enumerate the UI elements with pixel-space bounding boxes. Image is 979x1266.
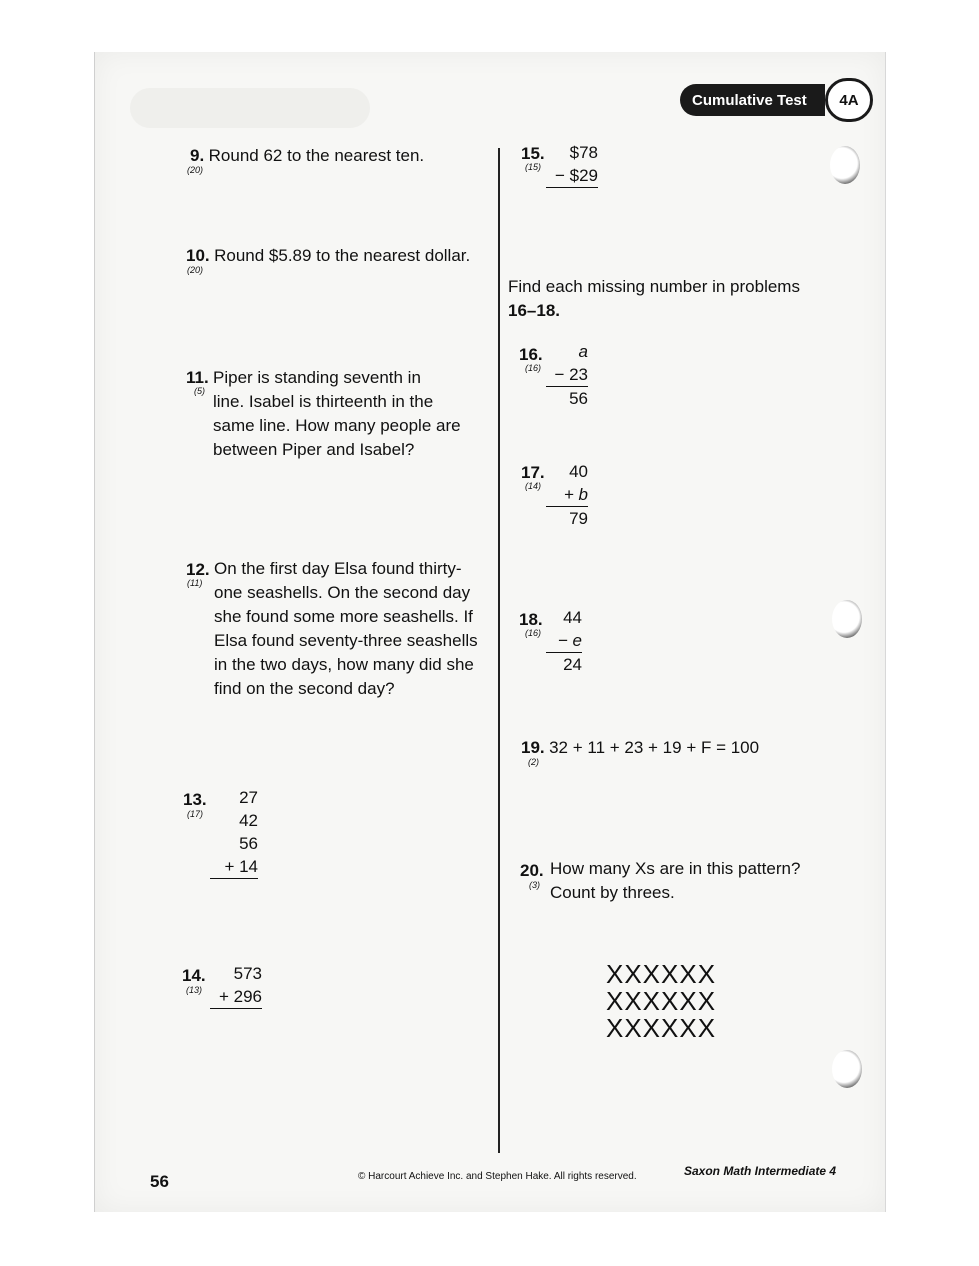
question-number: 10. [186,246,210,265]
text-line: How many Xs are in this pattern? [550,859,801,878]
question-ref: (5) [194,386,205,396]
question-number: 9. [190,146,205,165]
text-line: one seashells. On the second day [214,583,471,602]
question-number: 15. [521,144,545,163]
question-ref: (16) [525,628,542,638]
pattern-row: XXXXXX [606,986,717,1016]
text-line: find on the second day? [214,679,395,698]
question-ref: (14) [525,481,542,491]
difference: 24 [563,655,582,674]
question-ref: (20) [187,265,204,275]
question-ref: (15) [525,162,542,172]
worksheet-page [94,52,886,1212]
addend: 573 [233,964,262,983]
question-20-text [550,857,800,905]
addition-problem-14 [210,962,262,1009]
question-number: 20. [520,861,544,880]
question-number: 17. [521,463,545,482]
unknown: a [578,342,588,361]
addend: 27 [239,788,258,807]
addend: 56 [239,834,258,853]
book-title: Saxon Math Intermediate 4 [684,1164,837,1178]
column-divider [498,148,500,1153]
question-ref: (13) [186,985,203,995]
text-line: between Piper and Isabel? [213,440,415,459]
question-number: 16. [519,345,543,364]
text-line: same line. How many people are [213,416,461,435]
instruction-range: 16–18. [508,301,560,320]
question-9 [190,144,424,168]
question-19 [521,736,759,760]
question-text: Round $5.89 to the nearest dollar. [214,246,471,265]
question-ref: (11) [187,578,203,588]
missing-number-problem-16 [546,340,588,410]
unknown: − e [546,629,582,653]
addend: + 14 [210,855,258,879]
binder-hole-icon [830,146,860,184]
minuend: 44 [563,608,582,627]
question-11-text [213,366,461,462]
text-line: On the first day Elsa found thirty- [214,559,462,578]
missing-number-problem-18 [546,606,582,676]
question-number: 12. [186,560,210,579]
difference: 56 [569,389,588,408]
instruction [508,275,800,323]
pattern-row: XXXXXX [606,1013,717,1043]
copyright: © Harcourt Achieve Inc. and Stephen Hake. All rights reserved. [358,1171,637,1182]
question-number: 14. [182,966,206,985]
page-number: 56 [150,1172,169,1191]
subtrahend: − 23 [546,363,588,387]
question-number: 13. [183,790,207,809]
text-line: she found some more seashells. If [214,607,473,626]
text-line: Count by threes. [550,883,675,902]
question-ref: (2) [528,757,539,767]
sum: 79 [569,509,588,528]
binder-hole-icon [832,1050,862,1088]
unknown: + b [546,483,588,507]
instruction-line: Find each missing number in problems [508,277,800,296]
minuend: $78 [569,143,598,162]
text-line: in the two days, how many did she [214,655,474,674]
missing-number-problem-17 [546,460,588,530]
question-number: 18. [519,610,543,629]
addend: 40 [569,462,588,481]
test-title: Cumulative Test [680,84,825,116]
question-12-text [214,557,478,701]
question-10 [186,244,470,268]
question-number: 19. [521,738,545,757]
question-text: Round 62 to the nearest ten. [208,146,425,165]
question-ref: (3) [529,880,540,890]
text-line: Piper is standing seventh in [213,368,421,387]
text-line: line. Isabel is thirteenth in the [213,392,434,411]
question-number: 11. [186,368,209,387]
text-line: Elsa found seventy-three seashells [214,631,478,650]
addend: 42 [239,811,258,830]
question-ref: (17) [187,809,204,819]
equation: 32 + 11 + 23 + 19 + F = 100 [549,738,760,757]
addition-problem-13 [210,786,258,879]
subtrahend: − $29 [546,164,598,188]
binder-hole-icon [832,600,862,638]
bleed-through-header [130,88,370,128]
addend: + 296 [210,985,262,1009]
subtraction-problem-15 [546,141,598,188]
question-ref: (16) [525,363,542,373]
test-badge: 4A [825,78,873,122]
pattern-row: XXXXXX [606,959,717,989]
x-pattern [606,961,716,1042]
question-ref: (20) [187,165,204,175]
